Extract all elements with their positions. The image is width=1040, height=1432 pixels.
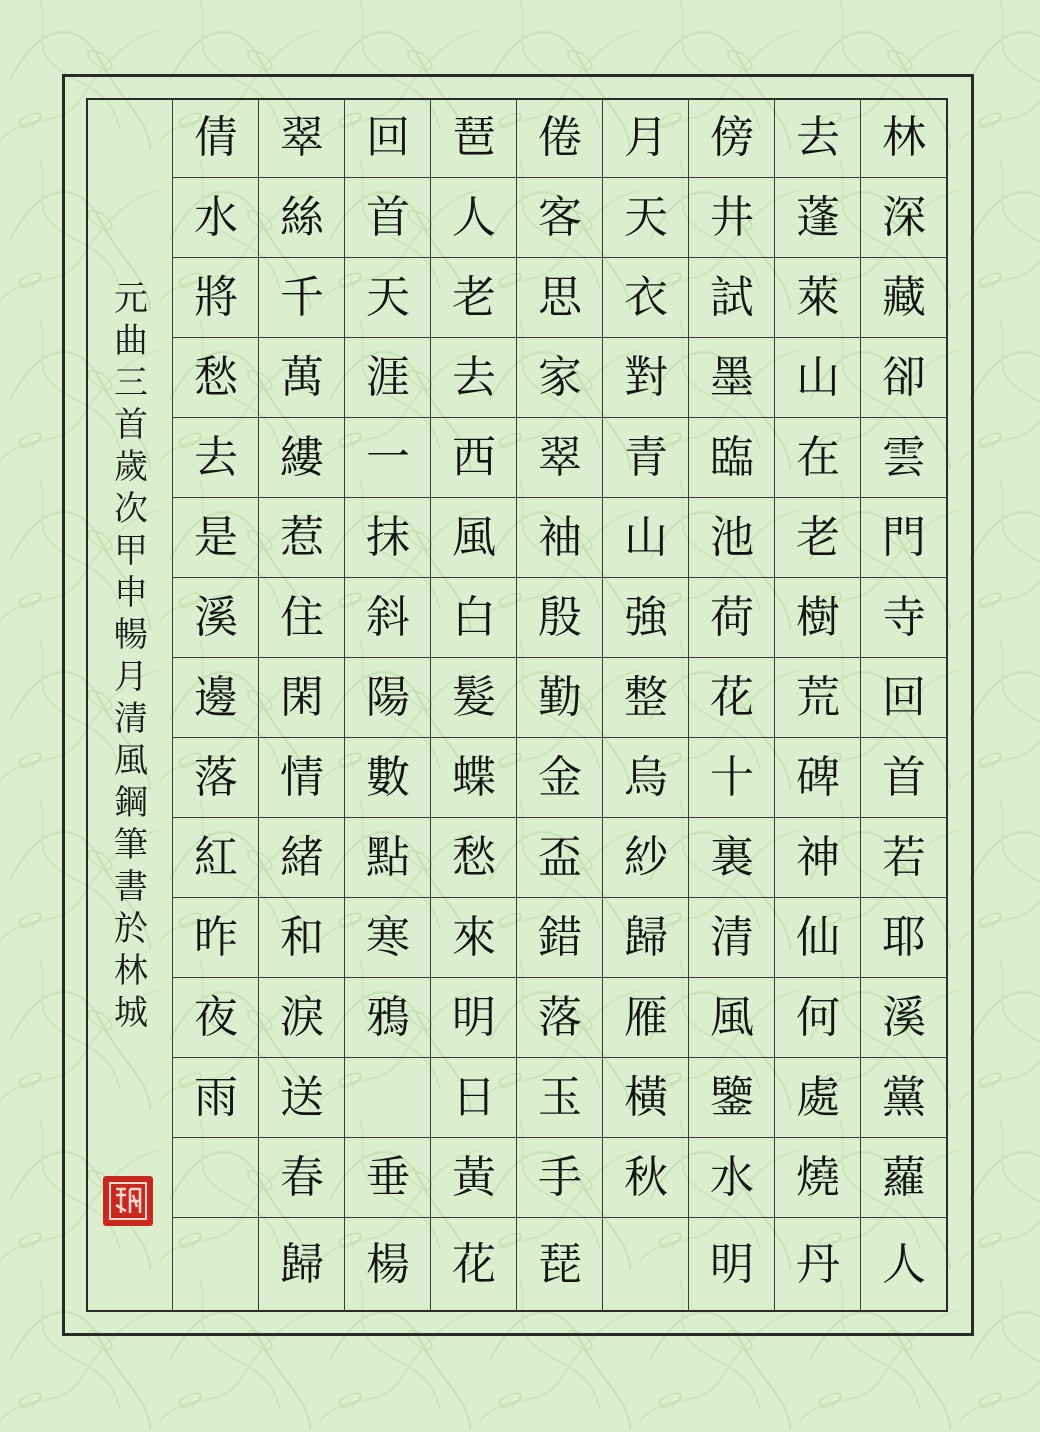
grid-cell: 強 [603,578,689,658]
grid-cell: 點 [345,818,431,898]
grid-cell: 翠 [517,418,603,498]
grid-cell: 是 [173,498,259,578]
grid-cell: 絲 [259,178,345,258]
grid-cell: 雨 [173,1058,259,1138]
grid-cell: 紅 [173,818,259,898]
grid-cell: 思 [517,258,603,338]
grid-cell: 橫 [603,1058,689,1138]
grid-cell: 仙 [775,898,861,978]
grid-cell: 明 [431,978,517,1058]
grid-cell: 勤 [517,658,603,738]
grid-cell: 整 [603,658,689,738]
grid-cell: 首 [861,738,947,818]
grid-cell: 深 [861,178,947,258]
grid-cell: 墨 [689,338,775,418]
text-column [430,98,516,1312]
grid-cell: 錯 [517,898,603,978]
grid-cell: 裏 [689,818,775,898]
text-column [344,98,430,1312]
grid-cell: 池 [689,498,775,578]
grid-cell: 倦 [517,98,603,178]
grid-cell: 紗 [603,818,689,898]
grid-cell: 惹 [259,498,345,578]
grid-cell: 琵 [538,1239,582,1290]
grid-cell: 將 [173,258,259,338]
text-column [602,98,688,1312]
grid-cell: 去 [775,98,861,178]
grid-cell: 春 [259,1138,345,1218]
grid-cell: 抹 [345,498,431,578]
grid-cell: 寺 [861,578,947,658]
grid-cell: 臨 [689,418,775,498]
text-column [688,98,774,1312]
grid-cell [345,1058,431,1138]
grid-cell: 天 [603,178,689,258]
grid-cell: 邊 [173,658,259,738]
grid-cell: 老 [431,258,517,338]
grid-cell: 昨 [173,898,259,978]
grid-cell: 雲 [861,418,947,498]
grid-cell: 明 [710,1239,754,1290]
grid-cell: 萬 [259,338,345,418]
grid-cell: 藏 [861,258,947,338]
grid-cell: 耶 [861,898,947,978]
grid-cell: 來 [431,898,517,978]
text-column [258,98,344,1312]
grid-cell: 住 [259,578,345,658]
grid-cell: 去 [173,418,259,498]
grid-cell: 雁 [603,978,689,1058]
grid-cell: 玉 [517,1058,603,1138]
grid-cell: 去 [431,338,517,418]
grid-cell: 數 [345,738,431,818]
grid-cell: 樹 [775,578,861,658]
grid-cell: 風 [689,978,775,1058]
grid-cell: 烏 [603,738,689,818]
grid-cell: 鑒 [689,1058,775,1138]
grid-cell: 溪 [861,978,947,1058]
grid-cell: 楊 [366,1239,410,1290]
grid-cell: 清 [689,898,775,978]
grid-cell: 黨 [861,1058,947,1138]
grid-cell: 秋 [603,1138,689,1218]
grid-cell: 傍 [689,98,775,178]
grid-cell: 家 [517,338,603,418]
grid-cell: 淚 [259,978,345,1058]
signature-inscription: 元曲三首 歲次甲申 暢月清風鋼筆書於林城 [114,279,148,1033]
grid-cell: 蘿 [861,1138,947,1218]
grid-cell: 門 [861,498,947,578]
grid-cell: 琶 [431,98,517,178]
grid-cell: 青 [603,418,689,498]
grid-cell: 盃 [517,818,603,898]
grid-cell: 日 [431,1058,517,1138]
grid-cell: 井 [689,178,775,258]
grid-cell: 山 [603,498,689,578]
grid-cell: 送 [259,1058,345,1138]
text-column [516,98,602,1312]
grid-cell [603,1218,689,1312]
red-seal-stamp [103,1176,153,1226]
grid-cell: 千 [259,258,345,338]
grid-cell: 緒 [259,818,345,898]
grid-cell [173,1218,259,1312]
grid-cell: 處 [775,1058,861,1138]
text-column [774,98,860,1312]
grid-cell: 一 [345,418,431,498]
grid-cell: 袖 [517,498,603,578]
grid-cell: 神 [775,818,861,898]
grid-cell: 手 [517,1138,603,1218]
grid-cell: 風 [431,498,517,578]
grid-cell: 人 [882,1239,926,1290]
grid-cell: 金 [517,738,603,818]
grid-cell: 斜 [345,578,431,658]
grid-cell: 燒 [775,1138,861,1218]
grid-cell: 對 [603,338,689,418]
grid-cell: 花 [689,658,775,738]
grid-cell: 荒 [775,658,861,738]
grid-cell: 水 [173,178,259,258]
grid-cell: 若 [861,818,947,898]
grid-cell: 落 [173,738,259,818]
grid-cell: 寒 [345,898,431,978]
grid-cell: 山 [775,338,861,418]
grid-cell: 西 [431,418,517,498]
grid-cell: 鴉 [345,978,431,1058]
grid-cell: 衣 [603,258,689,338]
text-column [860,98,946,1312]
grid-cell: 黃 [431,1138,517,1218]
grid-cell: 十 [689,738,775,818]
grid-cell: 人 [431,178,517,258]
grid-cell: 首 [345,178,431,258]
grid-cell: 回 [345,98,431,178]
grid-cell: 回 [861,658,947,738]
grid-cell: 在 [775,418,861,498]
grid-cell: 髮 [431,658,517,738]
grid-cell: 倩 [173,98,259,178]
grid-cell: 試 [689,258,775,338]
grid-cell: 丹 [796,1239,840,1290]
grid-cell: 碑 [775,738,861,818]
grid-cell: 蓬 [775,178,861,258]
grid-cell: 落 [517,978,603,1058]
grid-cell: 閑 [259,658,345,738]
grid-cell: 蝶 [431,738,517,818]
grid-cell: 花 [452,1239,496,1290]
grid-cell: 歸 [603,898,689,978]
grid-cell: 垂 [345,1138,431,1218]
grid-cell [173,1138,259,1218]
grid-cell: 情 [259,738,345,818]
grid-cell: 荷 [689,578,775,658]
grid-cell: 何 [775,978,861,1058]
grid-cell: 客 [517,178,603,258]
calligraphy-grid [172,98,948,1312]
grid-cell: 涯 [345,338,431,418]
grid-cell: 殷 [517,578,603,658]
grid-cell: 溪 [173,578,259,658]
grid-cell: 白 [431,578,517,658]
grid-cell: 水 [689,1138,775,1218]
text-column [172,98,258,1312]
grid-cell: 天 [345,258,431,338]
grid-cell: 愁 [173,338,259,418]
grid-cell: 夜 [173,978,259,1058]
grid-cell: 歸 [280,1239,324,1290]
grid-cell: 林 [861,98,947,178]
grid-cell: 卻 [861,338,947,418]
grid-cell: 翠 [259,98,345,178]
grid-cell: 老 [775,498,861,578]
grid-cell: 陽 [345,658,431,738]
grid-cell: 和 [259,898,345,978]
grid-cell: 月 [603,98,689,178]
grid-cell: 萊 [775,258,861,338]
grid-cell: 愁 [431,818,517,898]
grid-cell: 縷 [259,418,345,498]
